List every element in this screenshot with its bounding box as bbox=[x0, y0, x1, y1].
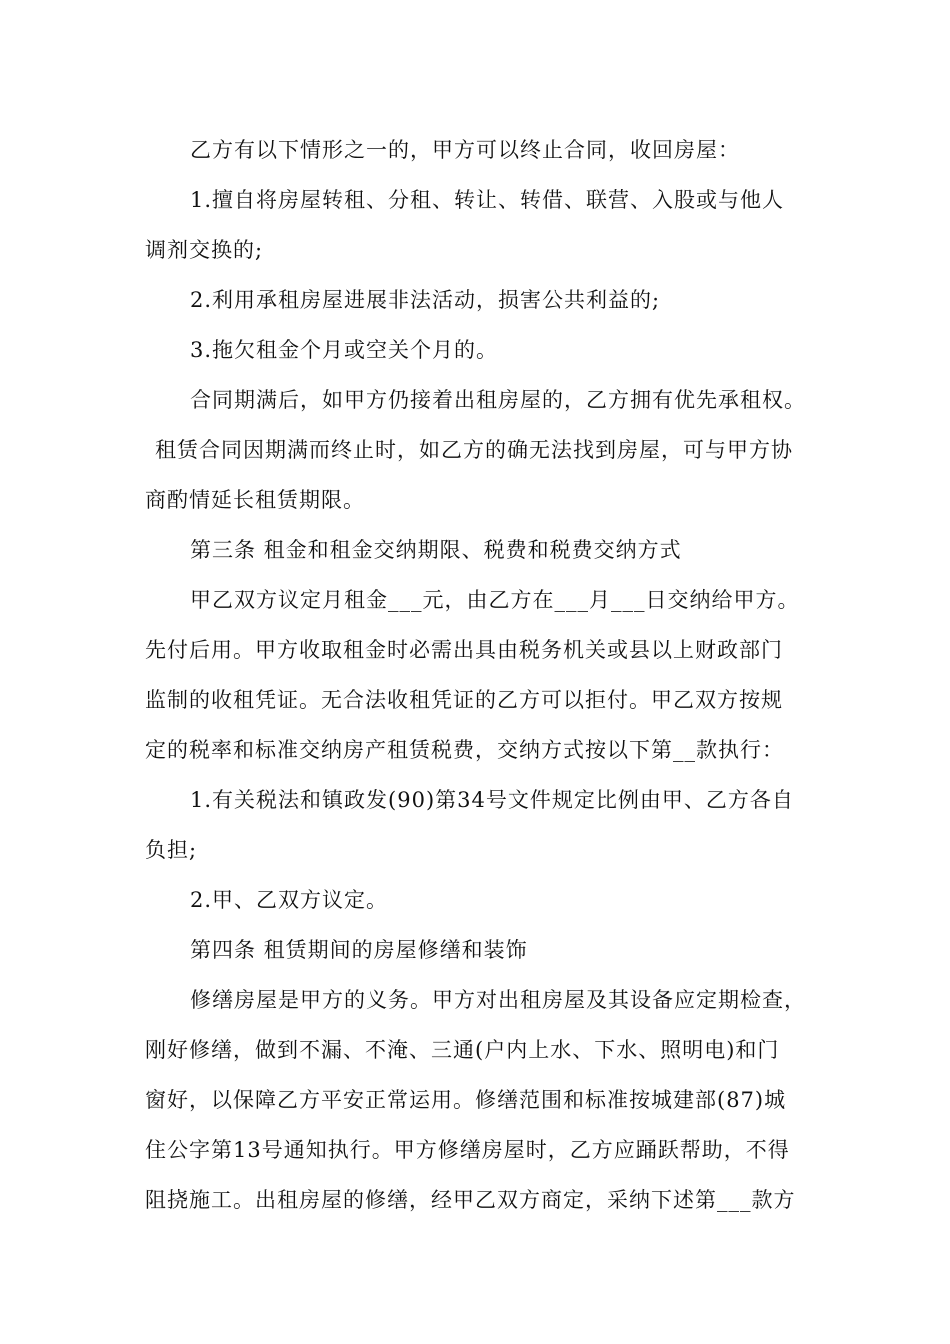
paragraph-line: 2.利用承租房屋进展非法活动，损害公共利益的; bbox=[190, 288, 661, 312]
paragraph-line: 2.甲、乙双方议定。 bbox=[190, 888, 389, 912]
paragraph-line: 先付后用。甲方收取租金时必需出具由税务机关或县以上财政部门 bbox=[145, 638, 783, 662]
paragraph-line: 1.擅自将房屋转租、分租、转让、转借、联营、入股或与他人 bbox=[190, 188, 785, 212]
paragraph-line: 1.有关税法和镇政发(90)第34号文件规定比例由甲、乙方各自 bbox=[190, 788, 794, 812]
paragraph-line: 监制的收租凭证。无合法收租凭证的乙方可以拒付。甲乙双方按规 bbox=[145, 688, 783, 712]
paragraph-line: 3.拖欠租金个月或空关个月的。 bbox=[190, 338, 499, 362]
paragraph-line: 阻挠施工。出租房屋的修缮，经甲乙双方商定，采纳下述第___款方 bbox=[145, 1188, 796, 1212]
paragraph-line: 定的税率和标准交纳房产租赁税费，交纳方式按以下第__款执行： bbox=[145, 738, 784, 762]
section-heading: 第四条 租赁期间的房屋修缮和装饰 bbox=[190, 938, 528, 962]
paragraph-line: 乙方有以下情形之一的，甲方可以终止合同，收回房屋： bbox=[190, 138, 740, 162]
paragraph-line: 租赁合同因期满而终止时，如乙方的确无法找到房屋，可与甲方协 bbox=[155, 438, 793, 462]
paragraph-line: 负担; bbox=[145, 838, 198, 862]
section-heading: 第三条 租金和租金交纳期限、税费和税费交纳方式 bbox=[190, 538, 682, 562]
paragraph-line: 住公字第13号通知执行。甲方修缮房屋时，乙方应踊跃帮助，不得 bbox=[145, 1138, 790, 1162]
paragraph-line: 甲乙双方议定月租金___元，由乙方在___月___日交纳给甲方。 bbox=[190, 588, 800, 612]
paragraph-line: 修缮房屋是甲方的义务。甲方对出租房屋及其设备应定期检查， bbox=[190, 988, 806, 1012]
paragraph-line: 调剂交换的; bbox=[145, 238, 264, 262]
paragraph-line: 合同期满后，如甲方仍接着出租房屋的，乙方拥有优先承租权。 bbox=[190, 388, 806, 412]
paragraph-line: 商酌情延长租赁期限。 bbox=[145, 488, 365, 512]
paragraph-line: 窗好，以保障乙方平安正常运用。修缮范围和标准按城建部(87)城 bbox=[145, 1088, 787, 1112]
paragraph-line: 刚好修缮，做到不漏、不淹、三通(户内上水、下水、照明电)和门 bbox=[145, 1038, 780, 1062]
